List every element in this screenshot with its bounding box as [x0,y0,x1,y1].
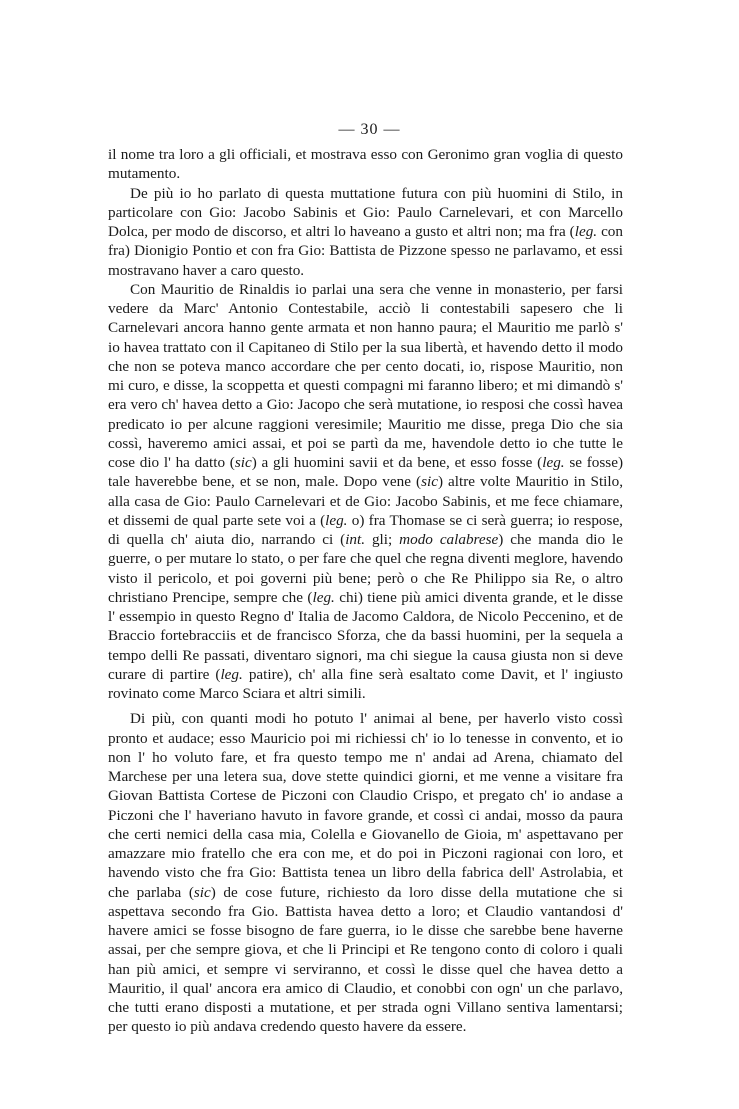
page-number: — 30 — [338,121,401,138]
text-run: ) che manda dio le guerre, o per mutare lo stato, o per fare che quel che regna diventi meglore, havendo visto il pericolo, et poi governi più bene; però o che Re Philippo sia Re, o altro christiano Prencipe, sempre che ( [108,531,623,606]
text-run: Con Mauritio de Rinaldis io parlai una sera che venne in monasterio, per farsi vedere da Marc' Antonio Contestabile, acciò li contestabili sapesero che li Carnelevari ancora hanno gente armata et non hanno paura; el Mauritio me parlò s' io havea trattato con il Capitaneo di Stilo per la sua libertà, et havendo detto il modo che non se poteva manco accordare che per cento docati, io, rispose Mauritio, non mi curo, e disse, la scoppetta et questi compagni mi faranno libero; et mi dimandò s' era vero ch' havea detto a Gio: Jacopo che serà mutatione, io resposi che cossì havea predicato io per alcune raggioni veresimile; Mauritio me disse, prega Dio che sia cossì, haveremo amici assai, et poi se partì da me, havendole detto io che tutte le cose dio l' ha datto ( [108,280,623,471]
text-run: ) a gli huomini savii et da bene, et esso fosse ( [251,454,543,471]
text-run: chi) tiene più amici diventa grande, et le disse l' essempio in questo Regno d' Italia de Jacomo Caldora, de Nicolo Peccenino, et de Braccio fortebracciis et de francisco Sforza, che da bassi huomini, per la sequela a tempo delli Re passati, diventaro signori, ma chi siegue la causa giusta non si deve curare di partire ( [108,588,623,683]
italic-run: leg. [542,454,565,471]
text-run: se fosse) tale haverebbe bene, et se non, male. Dopo vene ( [108,454,624,491]
body-text [108,145,623,1037]
italic-run: int. [345,531,366,548]
text-run: ) de cose future, richiesto da loro disse della mutatione che si aspettava secondo fra Gio. Battista havea detto a loro; et Claudio vantandosi d' havere amici se fosse bisogno de fare guerra, io le disse che sarebbe bene haverne assai, per che sempre giova, et che li Principi et Re tengono conto di coloro i quali han più amici, et sempre vi serviranno, et cossì le disse quel che havea detto a Mauritio, il qual' ancora era amico di Claudio, et conobbi con ogn' un che parlavo, che tutti erano disposti a mutatione, et per strada ogni Villano sentiva lamentarsi; per questo io più andava credendo questo havere da essere. [108,883,623,1036]
paragraph [108,280,623,704]
italic-run: leg. [325,511,348,529]
italic-run: sic [421,473,438,491]
text-run: Di più, con quanti modi ho potuto l' animai al bene, per haverlo visto cossì pronto et audace; esso Mauricio poi mi richiessi ch' io lo tenesse in convento, et io non l' ho voluto fare, et fra questo tempo me n' andai ad Arena, chiamato del Marchese per una letera sua, dove stette quindici giorni, et me venne a visitare fra Giovan Battista Cortese de Piczoni con Claudio Crispo, et pregato ch' io andase a Piczoni che l' haveriano havuto in favore grande, et cossì ci andai, mosso da paura che certi nemici della casa mia, Colella e Giovanello de Gioia, m' aspettavano per amazzare mio fratello che era con me, et do poi in Piczoni ragionai con loro, et havendo visto che fra Gio: Battista tenea un libro della fabrica dell' Astrolabia, et che parlaba ( [108,710,623,901]
text-run: De più io ho parlato di questa muttatione futura con più huomini di Stilo, in particolare con Gio: Jacobo Sabinis et Gio: Paulo Carnelevari, et con Marcello Dolca, per modo de discorso, et altri lo haveano a gusto et altri non; ma fra ( [108,184,623,240]
italic-run: modo calabrese [399,531,499,548]
text-run: ) altre volte Mauritio in Stilo, alla casa de Gio: Paulo Carnelevari et de Gio: Jacobo Sabinis, et me fece chiamare, et dissemi de qual parte sete voi a ( [108,473,623,529]
italic-run: leg. [574,223,598,240]
italic-run: sic [193,883,211,901]
text-run: patire), ch' alla fine serà esaltato come Davit, et l' ingiusto rovinato come Marco Sciara et altri simili. [108,665,624,702]
paragraph [108,184,623,280]
text-run: con fra) Dionigio Pontio et con fra Gio: Battista de Pizzone spesso ne parlavamo, et essi mostravano haver a caro questo. [108,223,623,279]
text-run: il nome tra loro a gli officiali, et mostrava esso con Geronimo gran voglia di questo mutamento. [108,146,623,183]
italic-run: leg. [312,588,335,606]
italic-run: sic [234,454,252,471]
text-run: o) fra Thomase se ci serà guerra; io respose, di quella ch' aiuta dio, narrando ci ( [108,511,623,548]
paragraph [108,145,623,184]
text-run: gli; [365,531,400,548]
italic-run: leg. [220,665,243,683]
paragraph [108,709,623,1036]
